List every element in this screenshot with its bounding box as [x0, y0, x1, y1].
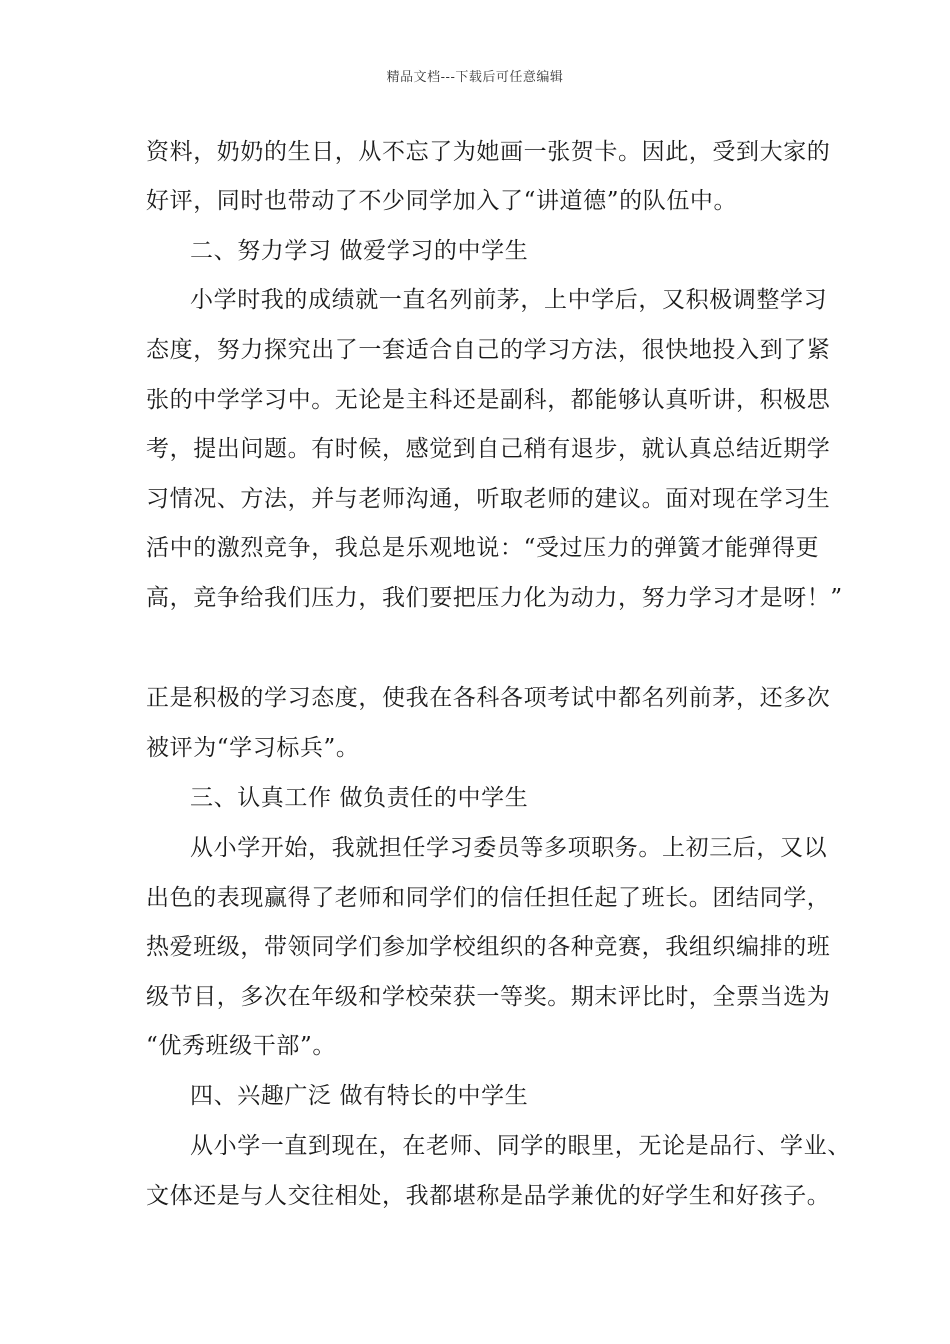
paragraph-line: “优秀班级干部”。	[146, 1033, 336, 1059]
paragraph-line: 出色的表现赢得了老师和同学们的信任担任起了班长。团结同学，	[146, 885, 831, 911]
paragraph-line: 从小学开始，我就担任学习委员等多项职务。上初三后，又以	[190, 835, 828, 861]
paragraph-line: 被评为“学习标兵”。	[146, 735, 360, 761]
paragraph-line: 习情况、方法，并与老师沟通，听取老师的建议。面对现在学习生	[146, 486, 831, 512]
paragraph-line: 热爱班级，带领同学们参加学校组织的各种竞赛，我组织编排的班	[146, 934, 831, 960]
paragraph-line: 小学时我的成绩就一直名列前茅，上中学后，又积极调整学习	[190, 287, 828, 313]
paragraph-line: 级节目，多次在年级和学校荣获一等奖。期末评比时，全票当选为	[146, 984, 831, 1010]
section-heading: 三、认真工作 做负责任的中学生	[190, 785, 529, 811]
paragraph-line: 活中的激烈竞争，我总是乐观地说：“受过压力的弹簧才能弹得更	[146, 535, 820, 561]
section-heading: 二、努力学习 做爱学习的中学生	[190, 238, 529, 264]
paragraph-line: 考，提出问题。有时候，感觉到自己稍有退步，就认真总结近期学	[146, 436, 831, 462]
paragraph-line: 文体还是与人交往相处，我都堪称是品学兼优的好学生和好孩子。	[146, 1183, 831, 1209]
paragraph-line: 资料，奶奶的生日，从不忘了为她画一张贺卡。因此，受到大家的	[146, 139, 831, 165]
paragraph-line: 高，竞争给我们压力，我们要把压力化为动力，努力学习才是呀！”	[146, 585, 843, 611]
paragraph-line: 好评，同时也带动了不少同学加入了“讲道德”的队伍中。	[146, 188, 738, 214]
paragraph-line: 张的中学学习中。无论是主科还是副科，都能够认真听讲，积极思	[146, 387, 831, 413]
paragraph-line: 态度，努力探究出了一套适合自己的学习方法，很快地投入到了紧	[146, 337, 831, 363]
paragraph-line: 正是积极的学习态度，使我在各科各项考试中都名列前茅，还多次	[146, 685, 831, 711]
section-heading: 四、兴趣广泛 做有特长的中学生	[190, 1083, 529, 1109]
page-header: 精品文档---下载后可任意编辑	[386, 70, 564, 85]
paragraph-line: 从小学一直到现在，在老师、同学的眼里，无论是品行、学业、	[190, 1133, 851, 1159]
